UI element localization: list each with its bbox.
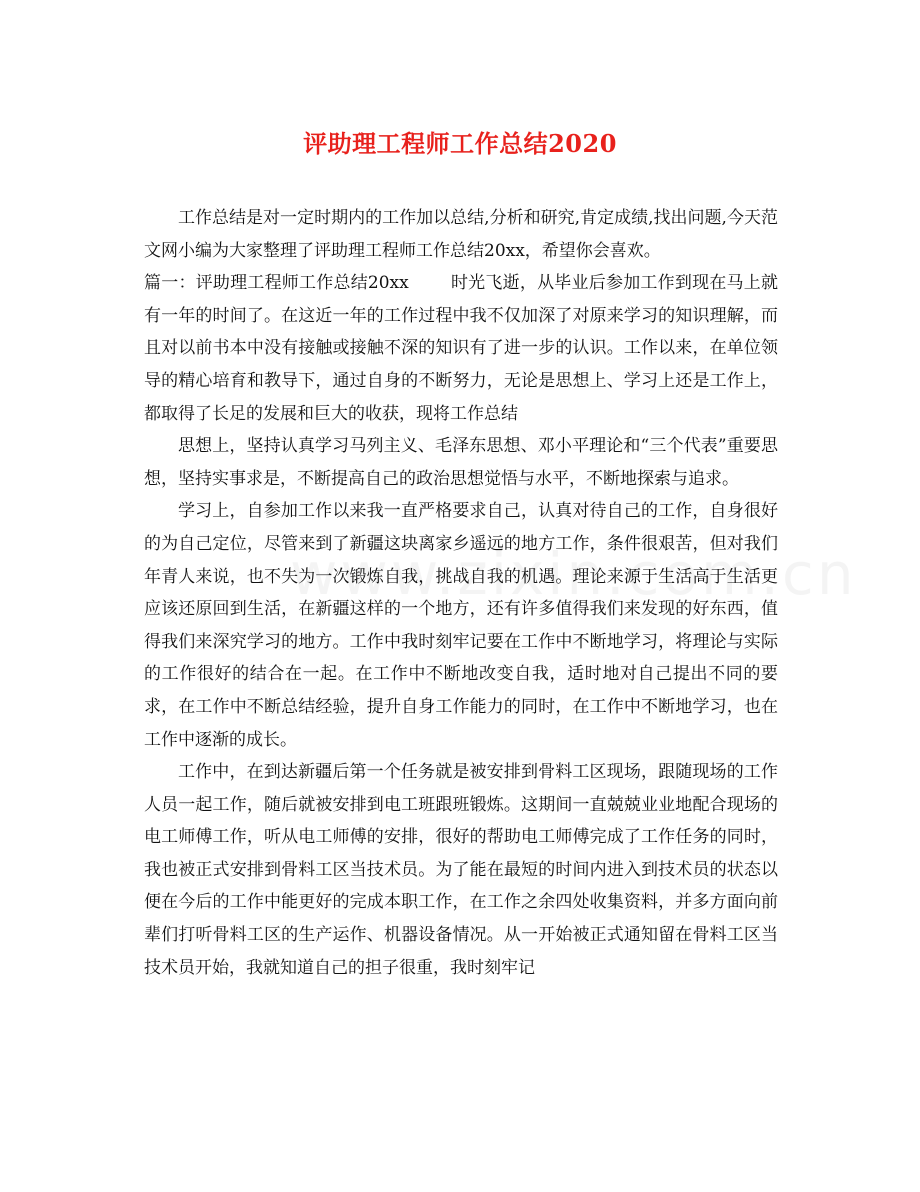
body-paragraph-work: 工作中，在到达新疆后第一个任务就是被安排到骨料工区现场，跟随现场的工作人员一起工作，随后就被安排到电工班跟班锻炼。这期间一直兢兢业业地配合现场的电工师傅工作，听从电工师傅的安排，很好的帮助电工师傅完成了工作任务的同时，我也被正式安排到骨料工区当技术员。为了能在最短的时间内进入到技术员的状态以便在今后的工作中能更好的完成本职工作，在工作之余四处收集资料，并多方面向前辈们打听骨料工区的生产运作、机器设备情况。从一开始被正式通知留在骨料工区当技术员开始，我就知道自己的担子很重，我时刻牢记 bbox=[144, 762, 778, 978]
chapter-heading: 篇一：评助理工程师工作总结20xx bbox=[144, 273, 409, 294]
body-paragraph-thought: 思想上，坚持认真学习马列主义、毛泽东思想、邓小平理论和“三个代表”重要思想，坚持实事求是，不断提高自己的政治思想觉悟与水平，不断地探索与追求。 bbox=[144, 436, 778, 489]
body-paragraph-study: 学习上，自参加工作以来我一直严格要求自己，认真对待自己的工作，自身很好的为自己定位，尽管来到了新疆这块离家乡遥远的地方工作，条件很艰苦，但对我们年青人来说，也不失为一次锻炼自我，挑战自我的机遇。理论来源于生活高于生活更应该还原回到生活，在新疆这样的一个地方，还有许多值得我们来发现的好东西，值得我们来深究学习的地方。工作中我时刻牢记要在工作中不断地学习，将理论与实际的工作很好的结合在一起。在工作中不断地改变自我，适时地对自己提出不同的要求，在工作中不断总结经验，提升自身工作能力的同时，在工作中不断地学习，也在工作中逐渐的成长。 bbox=[144, 501, 778, 750]
chapter-paragraph bbox=[144, 267, 778, 430]
intro-paragraph: 工作总结是对一定时期内的工作加以总结,分析和研究,肯定成绩,找出问题,今天范文网小编为大家整理了评助理工程师工作总结20xx，希望你会喜欢。 bbox=[144, 208, 778, 261]
document-title: 评助理工程师工作总结2020 bbox=[303, 129, 617, 158]
document-body bbox=[144, 202, 778, 984]
chapter-body: 时光飞逝，从毕业后参加工作到现在马上就有一年的时间了。在这近一年的工作过程中我不仅加深了对原来学习的知识理解，而且对以前书本中没有接触或接触不深的知识有了进一步的认识。工作以来，在单位领导的精心培育和教导下，通过自身的不断努力，无论是思想上、学习上还是工作上，都取得了长足的发展和巨大的收获，现将工作总结 bbox=[144, 273, 779, 424]
